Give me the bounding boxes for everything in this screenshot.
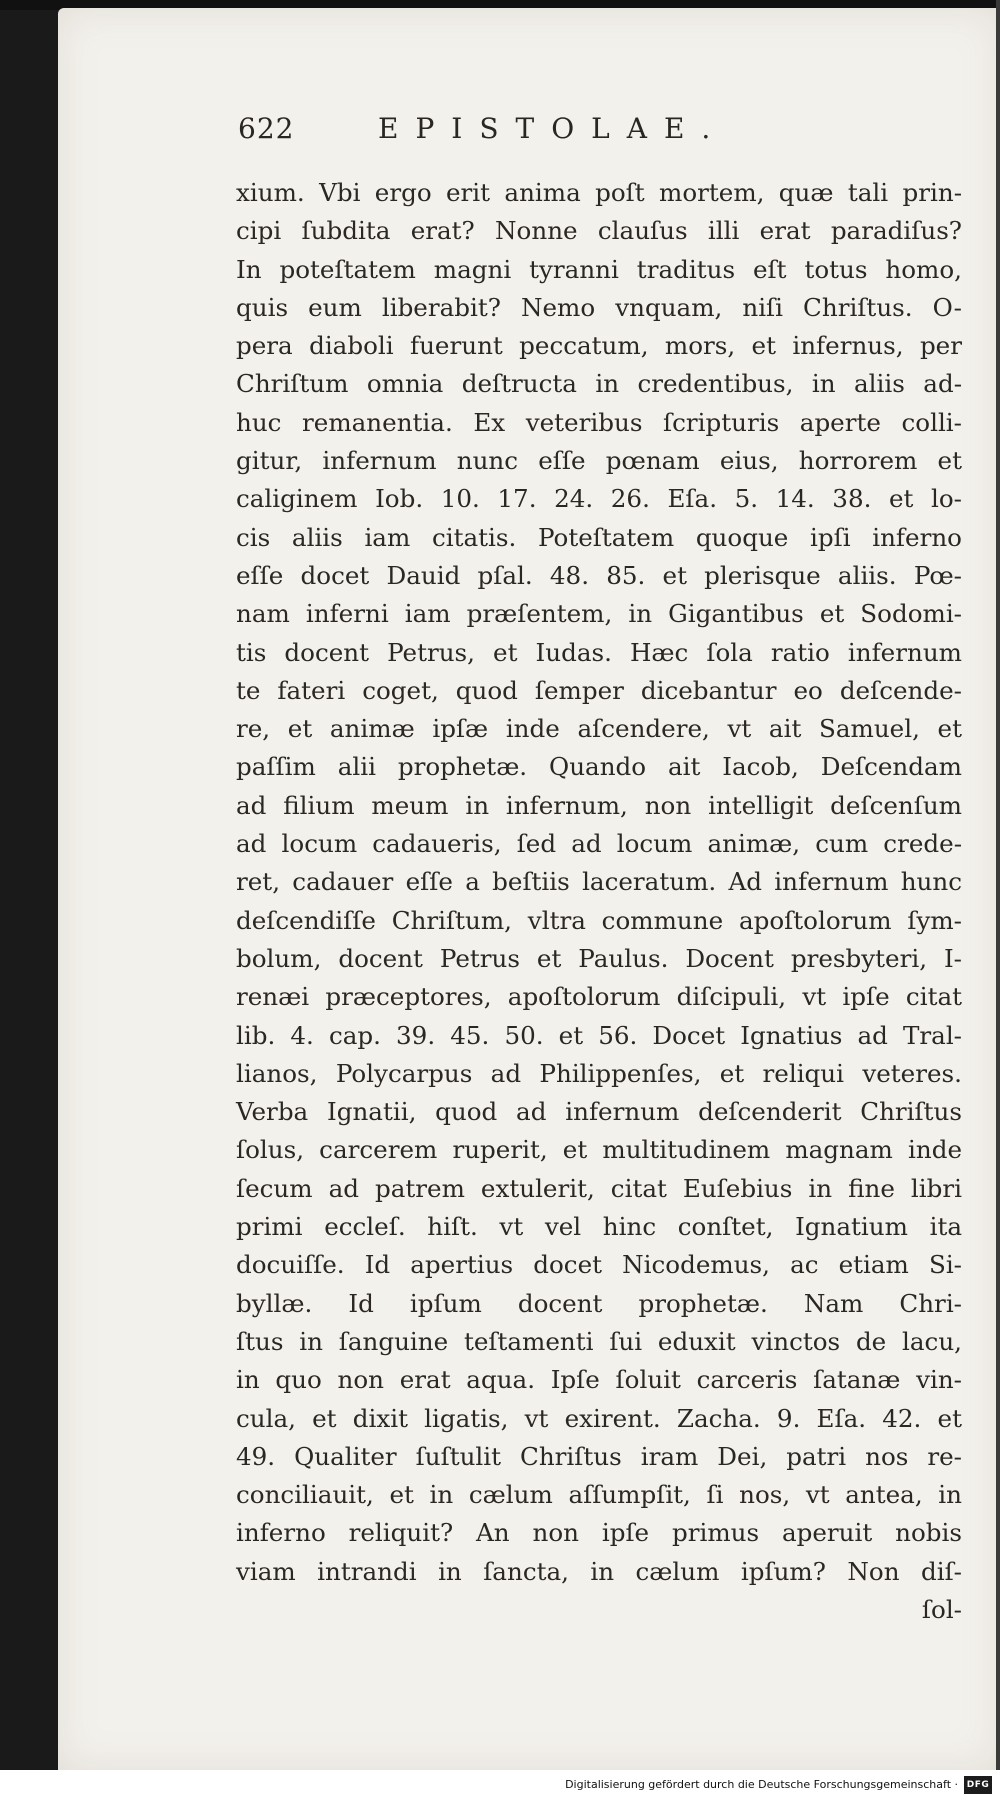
text-line: bolum, docent Petrus et Paulus. Docent presbyteri, I-: [236, 943, 962, 973]
body-text: [236, 174, 962, 1629]
text-line: nam inferni iam præſentem, in Gigantibus et Sodomi-: [236, 599, 962, 629]
text-line: byllæ. Id ipſum docent prophetæ. Nam Chri-: [236, 1288, 962, 1318]
text-line: ad locum cadaueris, ſed ad locum animæ, cum crede-: [236, 829, 962, 859]
text-line: quis eum liberabit? Nemo vnquam, niſi Chriſtus. O-: [236, 292, 962, 322]
text-line: lib. 4. cap. 39. 45. 50. et 56. Docet Ignatius ad Tral-: [236, 1020, 962, 1050]
text-line: In poteſtatem magni tyranni traditus eſt totus homo,: [236, 254, 962, 284]
text-line: Chriſtum omnia deſtructa in credentibus, in aliis ad-: [236, 369, 962, 399]
text-line: ſolus, carcerem ruperit, et multitudinem magnam inde: [236, 1135, 962, 1165]
text-line: docuiſſe. Id apertius docet Nicodemus, ac etiam Si-: [236, 1250, 962, 1280]
text-line: te fateri coget, quod ſemper dicebantur eo deſcende-: [236, 675, 962, 705]
text-line: ſtus in ſanguine teſtamenti ſui eduxit vinctos de lacu,: [236, 1326, 962, 1356]
text-line: 49. Qualiter ſuſtulit Chriſtus iram Dei, patri nos re-: [236, 1441, 962, 1471]
text-line: primi eccleſ. hiſt. vt vel hinc conſtet, Ignatium ita: [236, 1212, 962, 1242]
text-line: viam intrandi in ſancta, in cælum ipſum? Non diſ-: [236, 1556, 962, 1586]
text-line: xium. Vbi ergo erit anima poſt mortem, quæ tali prin-: [236, 178, 962, 207]
running-head: [238, 112, 798, 152]
text-line: pera diaboli fuerunt peccatum, mors, et infernus, per: [236, 331, 962, 361]
text-line: ſecum ad patrem extulerit, citat Euſebius in fine libri: [236, 1173, 962, 1203]
text-line: tis docent Petrus, et Iudas. Hæc ſola ratio infernum: [236, 637, 962, 667]
text-line: Verba Ignatii, quod ad infernum deſcenderit Chriſtus: [236, 1097, 962, 1127]
text-line: cipi ſubdita erat? Nonne clauſus illi erat paradiſus?: [236, 216, 962, 246]
funding-credit: Digitalisierung gefördert durch die Deutsche Forschungsgemeinschaft ·: [565, 1778, 958, 1791]
page-number: 622: [238, 112, 295, 145]
text-line: huc remanentia. Ex veteribus ſcripturis aperte colli-: [236, 407, 962, 437]
text-line: conciliauit, et in cælum aſſumpſit, ſi nos, vt antea, in: [236, 1480, 962, 1510]
running-title: EPISTOLAE.: [378, 112, 728, 145]
scan-right-edge: [996, 0, 1000, 1770]
catchword: ſol-: [921, 1594, 962, 1624]
text-line: cula, et dixit ligatis, vt exirent. Zacha. 9. Eſa. 42. et: [236, 1403, 962, 1433]
text-line: lianos, Polycarpus ad Philippenſes, et reliqui veteres.: [236, 1058, 962, 1088]
text-line: ad filium meum in infernum, non intelligit deſcenſum: [236, 790, 962, 820]
text-line: in quo non erat aqua. Ipſe ſoluit carceris ſatanæ vin-: [236, 1365, 962, 1395]
dfg-logo: DFG: [964, 1776, 992, 1794]
text-line: paſſim alii prophetæ. Quando ait Iacob, Deſcendam: [236, 752, 962, 782]
digitization-footer: [0, 1770, 1000, 1803]
text-line: renæi præceptores, apoſtolorum diſcipuli, vt ipſe citat: [236, 982, 962, 1012]
text-line: gitur, infernum nunc eſſe pœnam eius, horrorem et: [236, 446, 962, 476]
text-line: caliginem Iob. 10. 17. 24. 26. Eſa. 5. 14. 38. et lo-: [236, 484, 962, 514]
text-line: ret, cadauer eſſe a beſtiis laceratum. Ad infernum hunc: [236, 867, 962, 897]
text-line: re, et animæ ipſæ inde aſcendere, vt ait Samuel, et: [236, 714, 962, 744]
text-line: cis aliis iam citatis. Poteſtatem quoque ipſi inferno: [236, 522, 962, 552]
text-line: deſcendiſſe Chriſtum, vltra commune apoſtolorum ſym-: [236, 905, 962, 935]
text-line: inferno reliquit? An non ipſe primus aperuit nobis: [236, 1518, 962, 1548]
text-line: eſſe docet Dauid pſal. 48. 85. et plerisque aliis. Pœ-: [236, 560, 962, 590]
